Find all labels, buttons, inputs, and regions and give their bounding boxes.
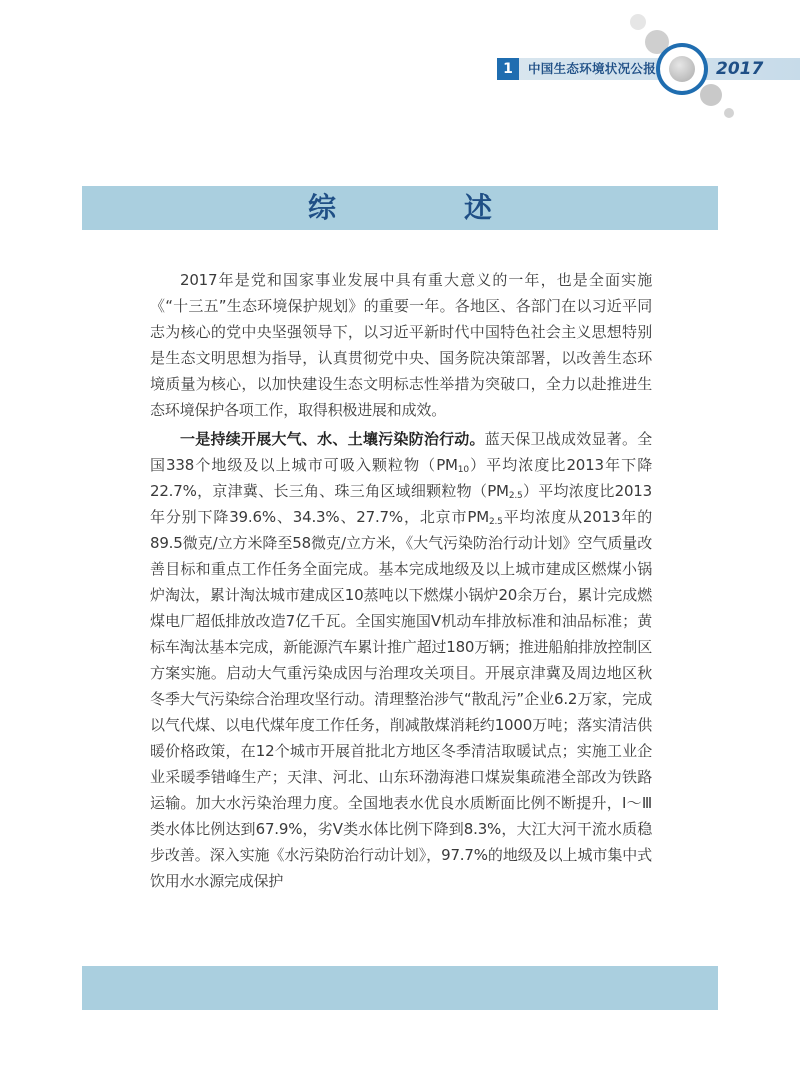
section-title-bar: [82, 186, 718, 230]
paragraph-run-3: ）平均浓度比2013年分别下降39.6%、34.3%、27.7%，北京市PM: [150, 482, 652, 526]
decor-dot-4: [700, 84, 722, 106]
globe-icon: [660, 47, 704, 91]
decor-dot-5: [724, 108, 734, 118]
globe-icon-core: [669, 56, 695, 82]
section-number-badge: 1: [497, 58, 519, 80]
paragraph-run-1: 蓝天保卫战成效显著。全国338个地级及以上城市可吸入颗粒物（PM: [150, 430, 652, 474]
report-title: 中国生态环境状况公报: [528, 61, 657, 76]
page-title: 综 述: [307, 191, 542, 224]
decor-dot-2: [645, 30, 669, 54]
footer-bar: [82, 966, 718, 1010]
body-text: [150, 267, 652, 897]
subscript-pm10: 10: [457, 465, 469, 475]
paragraph-intro: 2017年是党和国家事业发展中具有重大意义的一年，也是全面实施《“十三五”生态环境保护规划》的重要一年。各地区、各部门在以习近平同志为核心的党中央坚强领导下，以习近平新时代中国特色社会主义思想特别是生态文明思想为指导，认真贯彻党中央、国务院决策部署，以改善生态环境质量为核心，以加快建设生态文明标志性举措为突破口，全力以赴推进生态环境保护各项工作，取得积极进展和成效。: [150, 271, 652, 419]
subscript-pm25-a: 2.5: [508, 491, 523, 501]
paragraph-pollution-control: [150, 426, 652, 894]
decor-dot-1: [630, 14, 646, 30]
paragraph-lead: 一是持续开展大气、水、土壤污染防治行动。: [180, 430, 485, 448]
paragraph-run-4: 平均浓度从2013年的89.5微克/立方米降至58微克/立方米，《大气污染防治行动计划》空气质量改善目标和重点工作任务全面完成。基本完成地级及以上城市建成区燃煤小锅炉淘汰，累计淘汰城市建成区10蒸吨以下燃煤小锅炉20余万台，累计完成燃煤电厂超低排放改造7亿千瓦。全国实施国Ⅴ机动车排放标准和油品标准；黄标车淘汰基本完成，新能源汽车累计推广超过180万辆；推进船舶排放控制区方案实施。启动大气重污染成因与治理攻关项目。开展京津冀及周边地区秋冬季大气污染综合治理攻坚行动。清理整治涉气“散乱污”企业6.2万家，完成以气代煤、以电代煤年度工作任务，削减散煤消耗约1000万吨；落实清洁供暖价格政策，在12个城市开展首批北方地区冬季清洁取暖试点；实施工业企业采暖季错峰生产；天津、河北、山东环渤海港口煤炭集疏港全部改为铁路运输。加大水污染治理力度。全国地表水优良水质断面比例不断提升，Ⅰ～Ⅲ类水体比例达到67.9%，劣Ⅴ类水体比例下降到8.3%，大江大河干流水质稳步改善。深入实施《水污染防治行动计划》，97.7%的地级及以上城市集中式饮用水水源完成保护: [150, 508, 652, 890]
subscript-pm25-b: 2.5: [488, 517, 503, 527]
paragraph-run-2: ）平均浓度比2013年下降22.7%，京津冀、长三角、珠三角区域细颗粒物（PM: [150, 456, 653, 500]
report-year: 2017: [716, 59, 764, 79]
